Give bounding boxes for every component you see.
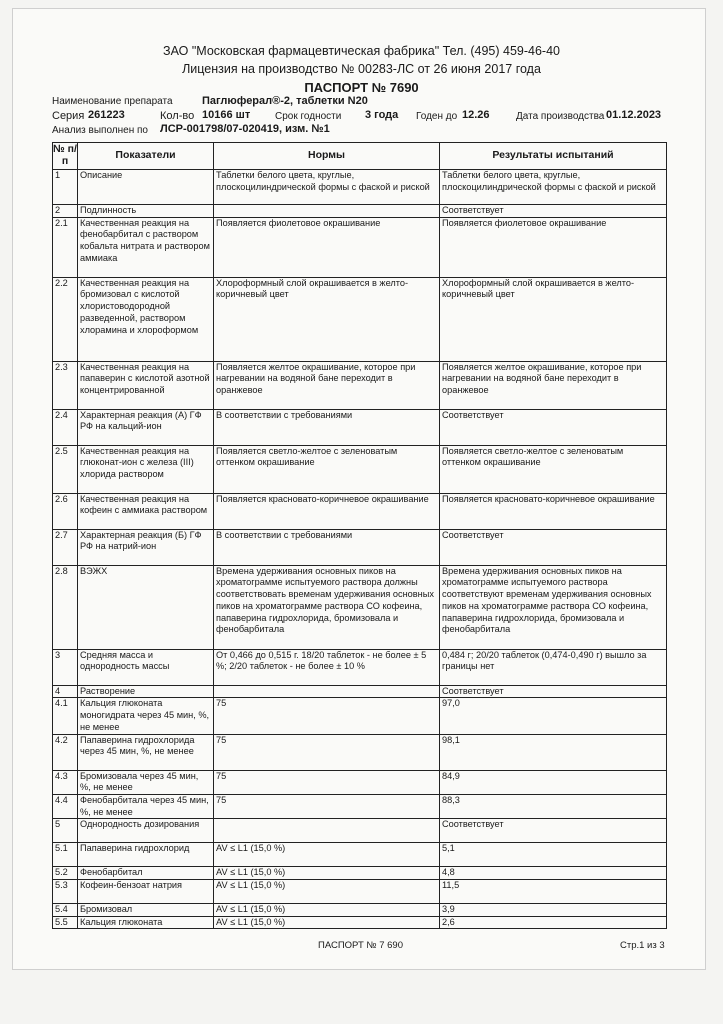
row-indicator: Описание (78, 170, 214, 205)
row-number: 2.4 (53, 409, 78, 445)
production-date-label: Дата производства (516, 111, 605, 122)
row-number: 5.5 (53, 916, 78, 929)
row-number: 1 (53, 170, 78, 205)
row-indicator: Фенобарбитал (78, 867, 214, 880)
row-result: 0,484 г; 20/20 таблеток (0,474-0,490 г) вышло за границы нет (440, 649, 667, 685)
product-name-label: Наименование препарата (52, 96, 173, 107)
row-number: 5.3 (53, 880, 78, 904)
row-number: 2.1 (53, 217, 78, 277)
row-number: 4.1 (53, 698, 78, 734)
row-result: Таблетки белого цвета, круглые, плоскоцилиндрической формы с фаской и риской (440, 170, 667, 205)
row-number: 2.6 (53, 493, 78, 529)
col-indicator-header: Показатели (78, 143, 214, 170)
license-line: Лицензия на производство № 00283-ЛС от 26 июня 2017 года (182, 62, 541, 76)
table-row (53, 493, 667, 529)
table-row (53, 685, 667, 698)
row-norm: AV ≤ L1 (15,0 %) (214, 904, 440, 917)
row-indicator: Качественная реакция на кофеин с аммиака раствором (78, 493, 214, 529)
row-result: 2,6 (440, 916, 667, 929)
row-number: 2.8 (53, 565, 78, 649)
row-number: 2.7 (53, 529, 78, 565)
row-result: Появляется желтое окрашивание, которое при нагревании на водяной бане переходит в оранжевое (440, 361, 667, 409)
row-norm: Появляется желтое окрашивание, которое при нагревании на водяной бане переходит в оранжевое (214, 361, 440, 409)
row-indicator: Кальция глюконата (78, 916, 214, 929)
row-number: 4.2 (53, 734, 78, 770)
row-indicator: Бромизовала через 45 мин, %, не менее (78, 770, 214, 794)
table-row (53, 277, 667, 361)
row-norm: AV ≤ L1 (15,0 %) (214, 880, 440, 904)
row-number: 2 (53, 205, 78, 218)
row-norm: AV ≤ L1 (15,0 %) (214, 916, 440, 929)
row-indicator: Качественная реакция на фенобарбитал с раствором кобальта нитрата и раствором аммиака (78, 217, 214, 277)
col-result-header: Результаты испытаний (440, 143, 667, 170)
quantity-value: 10166 шт (202, 109, 251, 121)
row-norm: Появляется красновато-коричневое окрашивание (214, 493, 440, 529)
row-result: Времена удерживания основных пиков на хроматограмме испытуемого раствора соответствуют временам удерживания основных пиков на хроматограмме раствора СО кофеина, папаверина гидрохлорида, бромизовала и фенобарбитала (440, 565, 667, 649)
row-result: 88,3 (440, 794, 667, 818)
analysis-label: Анализ выполнен по (52, 125, 148, 136)
row-norm: AV ≤ L1 (15,0 %) (214, 843, 440, 867)
shelf-life-label: Срок годности (275, 111, 342, 122)
row-norm: 75 (214, 734, 440, 770)
row-indicator: Подлинность (78, 205, 214, 218)
valid-until-value: 12.26 (462, 109, 490, 121)
table-row (53, 867, 667, 880)
row-result: Хлороформный слой окрашивается в желто-коричневый цвет (440, 277, 667, 361)
col-number-header: № п/п (53, 143, 78, 170)
row-norm (214, 685, 440, 698)
table-row (53, 843, 667, 867)
row-number: 3 (53, 649, 78, 685)
table-row (53, 170, 667, 205)
row-result: 5,1 (440, 843, 667, 867)
table-row (53, 529, 667, 565)
table-row (53, 361, 667, 409)
table-row (53, 409, 667, 445)
row-indicator: Средняя масса и однородность массы (78, 649, 214, 685)
table-row (53, 916, 667, 929)
row-result: Соответствует (440, 205, 667, 218)
row-result: 97,0 (440, 698, 667, 734)
valid-until-label: Годен до (416, 111, 458, 122)
row-indicator: Фенобарбитала через 45 мин, %, не менее (78, 794, 214, 818)
col-norm-header: Нормы (214, 143, 440, 170)
table-row (53, 205, 667, 218)
row-indicator: Характерная реакция (А) ГФ РФ на кальций-ион (78, 409, 214, 445)
table-row (53, 217, 667, 277)
row-norm: Времена удерживания основных пиков на хроматограмме испытуемого раствора должны соответствовать временам удерживания основных пиков на хроматограмме раствора СО кофеина, папаверина гидрохлорида, бромизовала и фенобарбитала (214, 565, 440, 649)
table-row (53, 734, 667, 770)
table-row (53, 565, 667, 649)
row-number: 5.4 (53, 904, 78, 917)
row-result: Соответствует (440, 529, 667, 565)
row-result: Соответствует (440, 685, 667, 698)
row-norm (214, 819, 440, 843)
row-result: Появляется светло-желтое с зеленоватым оттенком окрашивание (440, 445, 667, 493)
row-indicator: Кофеин-бензоат натрия (78, 880, 214, 904)
row-result: Появляется красновато-коричневое окрашивание (440, 493, 667, 529)
row-norm: Таблетки белого цвета, круглые, плоскоцилиндрической формы с фаской и риской (214, 170, 440, 205)
row-norm: В соответствии с требованиями (214, 409, 440, 445)
row-result: 4,8 (440, 867, 667, 880)
row-indicator: ВЭЖХ (78, 565, 214, 649)
row-number: 2.3 (53, 361, 78, 409)
row-indicator: Качественная реакция на бромизовал с кислотой хлористоводородной разведенной, раствором хлорамина и хлороформом (78, 277, 214, 361)
analysis-value: ЛСР-001798/07-020419, изм. №1 (160, 123, 330, 135)
row-number: 2.5 (53, 445, 78, 493)
row-indicator: Качественная реакция на глюконат-ион с железа (III) хлорида раствором (78, 445, 214, 493)
row-norm: В соответствии с требованиями (214, 529, 440, 565)
table-row (53, 880, 667, 904)
row-norm: Появляется светло-желтое с зеленоватым оттенком окрашивание (214, 445, 440, 493)
row-indicator: Кальция глюконата моногидрата через 45 мин, %, не менее (78, 698, 214, 734)
row-norm: Хлороформный слой окрашивается в желто-коричневый цвет (214, 277, 440, 361)
passport-title: ПАСПОРТ № 7690 (304, 80, 419, 95)
row-result: Соответствует (440, 409, 667, 445)
product-name-value: Паглюферал®-2, таблетки N20 (202, 95, 368, 107)
row-indicator: Растворение (78, 685, 214, 698)
row-norm: AV ≤ L1 (15,0 %) (214, 867, 440, 880)
table-header-row (53, 143, 667, 170)
shelf-life-value: 3 года (365, 109, 399, 121)
series-label: Серия (52, 110, 85, 122)
row-result: 3,9 (440, 904, 667, 917)
table-row (53, 770, 667, 794)
row-norm: Появляется фиолетовое окрашивание (214, 217, 440, 277)
table-row (53, 698, 667, 734)
table-row (53, 904, 667, 917)
page-number: Стр.1 из 3 (620, 940, 665, 951)
row-indicator: Качественная реакция на папаверин с кислотой азотной концентрированной (78, 361, 214, 409)
row-number: 5.1 (53, 843, 78, 867)
series-value: 261223 (88, 109, 125, 121)
table-row (53, 819, 667, 843)
row-number: 5.2 (53, 867, 78, 880)
row-norm (214, 205, 440, 218)
row-number: 5 (53, 819, 78, 843)
row-indicator: Бромизовал (78, 904, 214, 917)
row-indicator: Однородность дозирования (78, 819, 214, 843)
row-norm: 75 (214, 770, 440, 794)
row-indicator: Папаверина гидрохлорид (78, 843, 214, 867)
row-number: 4.3 (53, 770, 78, 794)
row-number: 4 (53, 685, 78, 698)
table-row (53, 649, 667, 685)
row-result: 84,9 (440, 770, 667, 794)
results-table (52, 142, 667, 929)
row-result: 11,5 (440, 880, 667, 904)
row-number: 2.2 (53, 277, 78, 361)
row-norm: От 0,466 до 0,515 г. 18/20 таблеток - не более ± 5 %; 2/20 таблеток - не более ± 10 % (214, 649, 440, 685)
row-norm: 75 (214, 794, 440, 818)
row-result: Соответствует (440, 819, 667, 843)
company-header: ЗАО "Московская фармацевтическая фабрика" Тел. (495) 459-46-40 (163, 44, 560, 58)
row-result: Появляется фиолетовое окрашивание (440, 217, 667, 277)
table-row (53, 445, 667, 493)
row-indicator: Папаверина гидрохлорида через 45 мин, %, не менее (78, 734, 214, 770)
table-row (53, 794, 667, 818)
footer-passport-number: ПАСПОРТ № 7 690 (318, 940, 403, 951)
row-indicator: Характерная реакция (Б) ГФ РФ на натрий-ион (78, 529, 214, 565)
quantity-label: Кол-во (160, 110, 195, 122)
row-number: 4.4 (53, 794, 78, 818)
production-date-value: 01.12.2023 (606, 109, 662, 121)
row-norm: 75 (214, 698, 440, 734)
row-result: 98,1 (440, 734, 667, 770)
